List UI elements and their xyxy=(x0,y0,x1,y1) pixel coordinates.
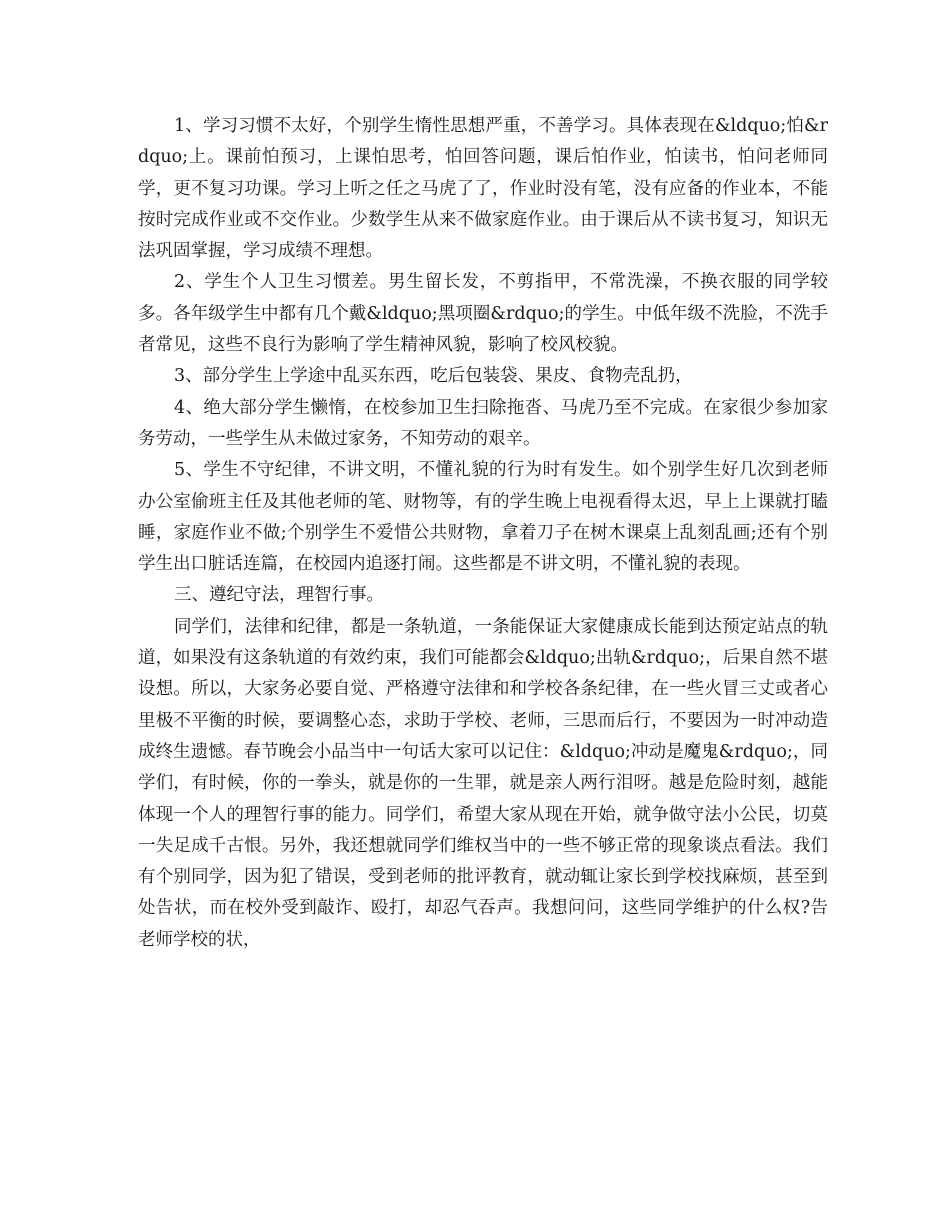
paragraph-littering: 3、部分学生上学途中乱买东西，吃后包装袋、果皮、食物壳乱扔， xyxy=(174,366,693,387)
document-body xyxy=(138,111,828,956)
section-heading-law: 三、遵纪守法，理智行事。 xyxy=(174,585,384,606)
paragraph-law-speech: 同学们，法律和纪律，都是一条轨道，一条能保证大家健康成长能到达预定站点的轨道，如果没有这条轨道的有效约束，我们可能都会&ldquo;出轨&rdquo;，后果自然不堪设想。所以，大家务必要自觉、严格遵守法律和和学校各条纪律，在一些火冒三丈或者心里极不平衡的时候，要调整心态，求助于学校、老师，三思而后行，不要因为一时冲动造成终生遗憾。春节晚会小品当中一句话大家可以记住：&ldquo;冲动是魔鬼&rdquo;，同学们，有时候，你的一拳头，就是你的一生罪，就是亲人两行泪呀。越是危险时刻，越能体现一个人的理智行事的能力。同学们，希望大家从现在开始，就争做守法小公民，切莫一失足成千古恨。另外，我还想就同学们维权当中的一些不够正常的现象谈点看法。我们有个别同学，因为犯了错误，受到老师的批评教育，就动辄让家长到学校找麻烦，甚至到处告状，而在校外受到敲诈、殴打，却忍气吞声。我想问问，这些同学维护的什么权?告老师学校的状， xyxy=(138,616,828,950)
paragraph-laziness: 4、绝大部分学生懒惰，在校参加卫生扫除拖沓、马虎乃至不完成。在家很少参加家务劳动，一些学生从未做过家务，不知劳动的艰辛。 xyxy=(138,397,828,449)
paragraph-habits: 1、学习习惯不太好，个别学生惰性思想严重，不善学习。具体表现在&ldquo;怕&rdquo;上。课前怕预习，上课怕思考，怕回答问题，课后怕作业，怕读书，怕问老师同学，更不复习功课。学习上听之任之马虎了了，作业时没有笔，没有应备的作业本，不能按时完成作业或不交作业。少数学生从来不做家庭作业。由于课后从不读书复习，知识无法巩固掌握，学习成绩不理想。 xyxy=(138,116,828,262)
paragraph-discipline: 5、学生不守纪律，不讲文明，不懂礼貌的行为时有发生。如个别学生好几次到老师办公室偷班主任及其他老师的笔、财物等，有的学生晚上电视看得太迟，早上上课就打瞌睡，家庭作业不做;个别学生不爱惜公共财物，拿着刀子在树木课桌上乱刻乱画;还有个别学生出口脏话连篇，在校园内追逐打闹。这些都是不讲文明，不懂礼貌的表现。 xyxy=(138,460,828,575)
paragraph-hygiene: 2、学生个人卫生习惯差。男生留长发，不剪指甲，不常洗澡，不换衣服的同学较多。各年级学生中都有几个戴&ldquo;黑项圈&rdquo;的学生。中低年级不洗脸，不洗手者常见，这些不良行为影响了学生精神风貌，影响了校风校貌。 xyxy=(138,272,828,356)
